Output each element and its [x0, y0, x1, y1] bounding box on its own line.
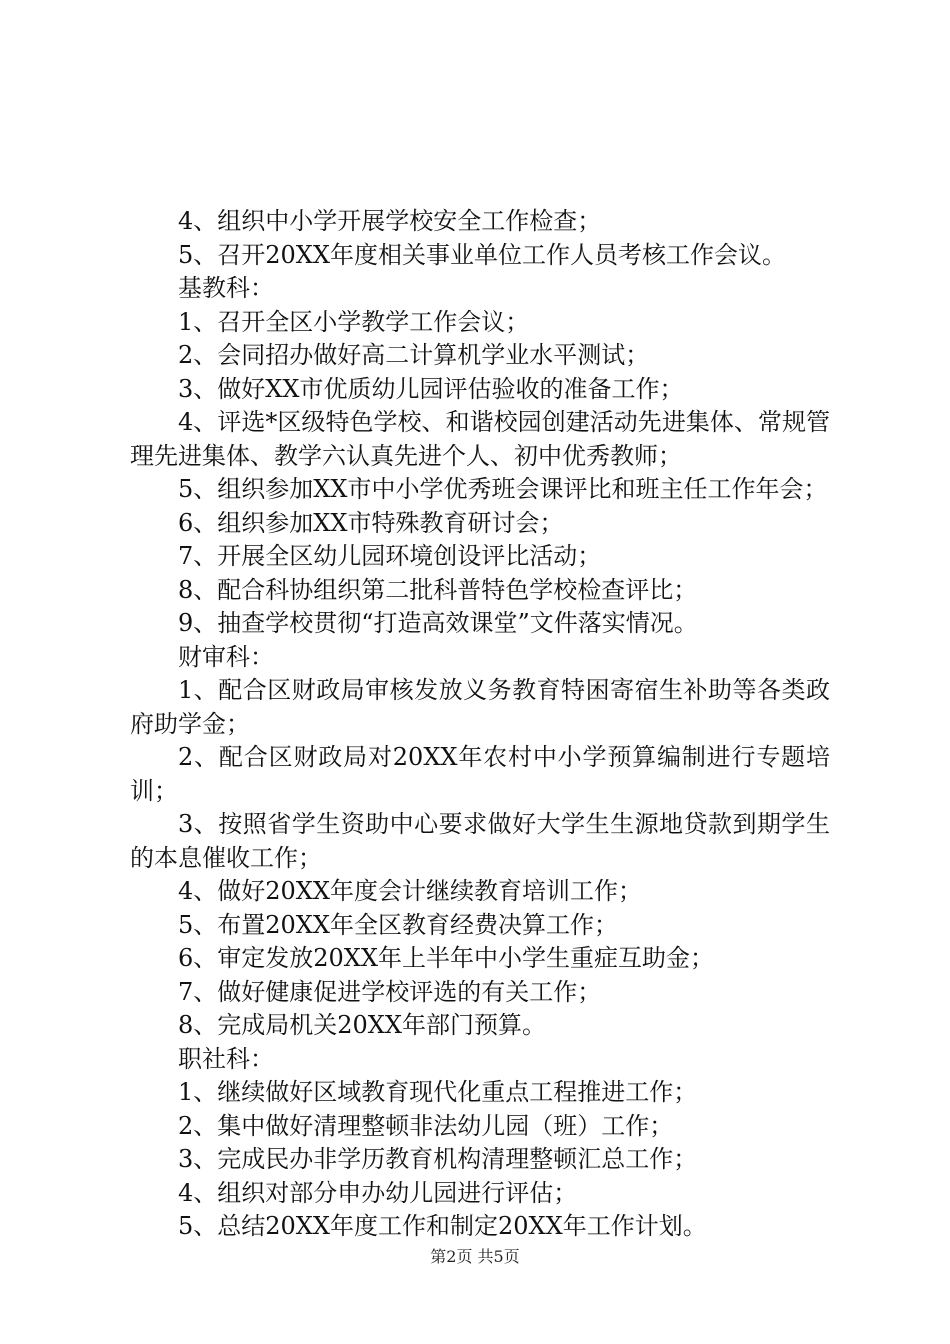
paragraph: 2、集中做好清理整顿非法幼儿园（班）工作； [178, 1111, 674, 1140]
paragraph: 1、配合区财政局审核发放义务教育特困寄宿生补助等各类政府助学金； [130, 676, 830, 738]
paragraph: 4、评选*区级特色学校、和谐校园创建活动先进集体、常规管理先进集体、教学六认真先进个人、初中优秀教师； [130, 408, 830, 470]
section-heading: 财审科： [178, 642, 274, 671]
paragraph: 2、配合区财政局对20XX年农村中小学预算编制进行专题培训； [130, 743, 830, 805]
paragraph: 1、继续做好区域教育现代化重点工程推进工作； [178, 1078, 698, 1106]
paragraph: 9、抽查学校贯彻“打造高效课堂”文件落实情况。 [178, 609, 698, 637]
paragraph: 5、总结20XX年度工作和制定20XX年工作计划。 [178, 1212, 707, 1240]
section-heading: 职社科： [178, 1044, 274, 1073]
paragraph: 2、会同招办做好高二计算机学业水平测试； [178, 341, 650, 369]
paragraph: 4、组织对部分申办幼儿园进行评估； [178, 1178, 578, 1207]
paragraph: 5、组织参加XX市中小学优秀班会课评比和班主任工作年会； [178, 475, 828, 503]
paragraph: 6、审定发放20XX年上半年中小学生重症互助金； [178, 944, 714, 972]
section-heading: 基教科： [178, 274, 274, 302]
paragraph: 7、开展全区幼儿园环境创设评比活动； [178, 542, 602, 570]
paragraph: 1、召开全区小学教学工作会议； [178, 307, 530, 336]
paragraph: 5、召开20XX年度相关事业单位工作人员考核工作会议。 [178, 240, 786, 269]
paragraph: 6、组织参加XX市特殊教育研讨会； [178, 508, 564, 537]
paragraph: 8、配合科协组织第二批科普特色学校检查评比； [178, 575, 698, 604]
page-footer: 第2页 共5页 [430, 1247, 520, 1266]
paragraph: 5、布置20XX年全区教育经费决算工作； [178, 910, 618, 939]
paragraph: 3、做好XX市优质幼儿园评估验收的准备工作； [178, 374, 684, 403]
paragraph: 3、按照省学生资助中心要求做好大学生生源地贷款到期学生的本息催收工作； [130, 810, 830, 872]
paragraph: 8、完成局机关20XX年部门预算。 [178, 1011, 546, 1039]
paragraph: 4、组织中小学开展学校安全工作检查； [178, 207, 602, 235]
paragraph: 7、做好健康促进学校评选的有关工作； [178, 977, 602, 1006]
paragraph: 4、做好20XX年度会计继续教育培训工作； [178, 877, 642, 905]
paragraph: 3、完成民办非学历教育机构清理整顿汇总工作； [178, 1145, 698, 1173]
document-body [130, 205, 830, 1244]
